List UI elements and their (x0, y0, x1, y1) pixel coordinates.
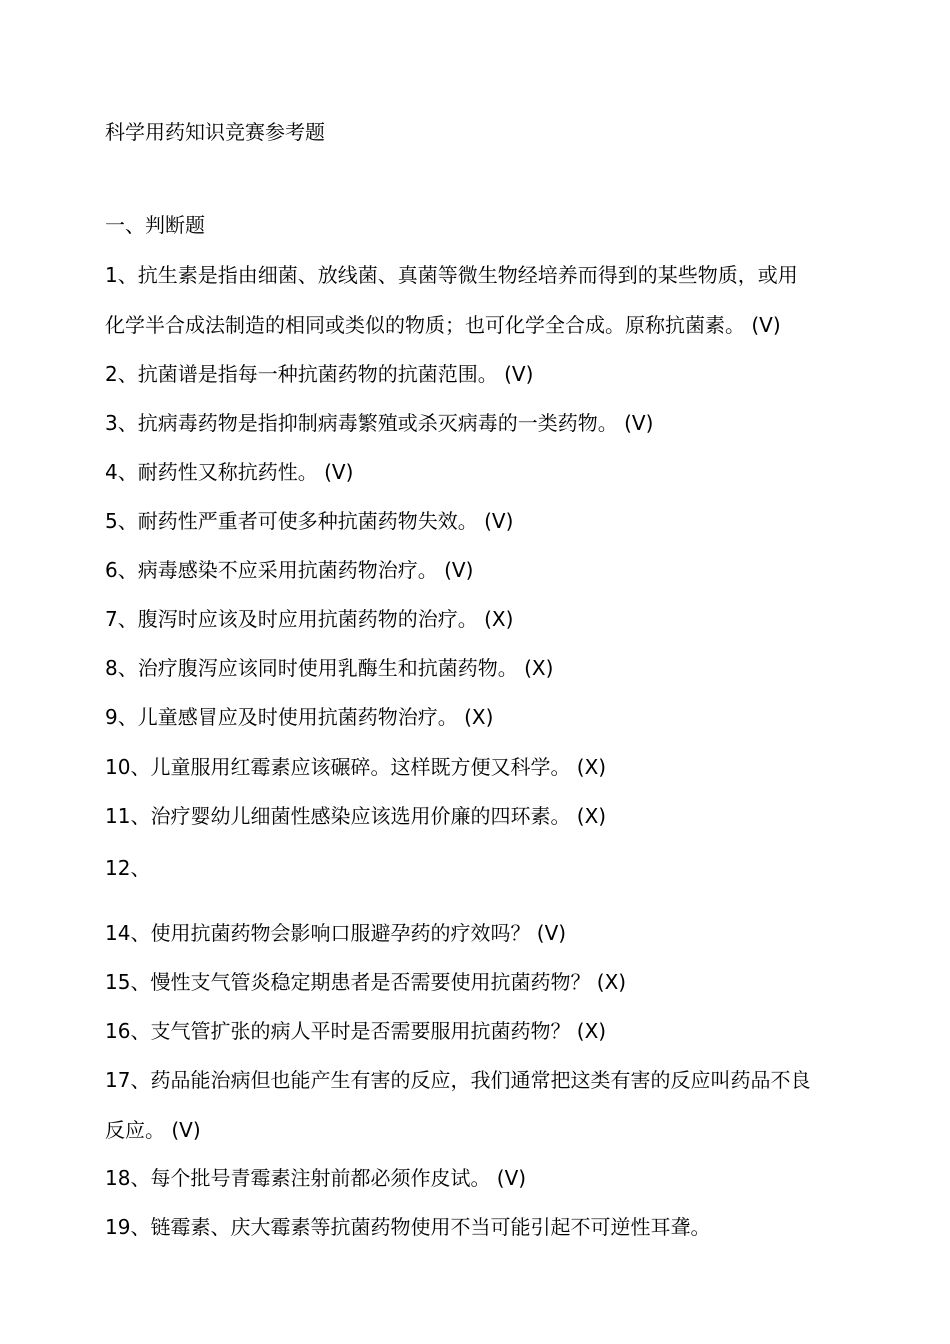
question-text: 9、儿童感冒应及时使用抗菌药物治疗。 (X) (105, 705, 494, 729)
question-17 (105, 1065, 895, 1145)
question-18 (105, 1163, 895, 1193)
question-1 (105, 260, 895, 340)
question-text: 16、支气管扩张的病人平时是否需要服用抗菌药物？ (X) (105, 1019, 607, 1043)
question-text: 8、治疗腹泻应该同时使用乳酶生和抗菌药物。 (X) (105, 656, 554, 680)
question-14 (105, 918, 895, 948)
question-11 (105, 801, 895, 831)
question-19 (105, 1212, 895, 1242)
question-text: 7、腹泻时应该及时应用抗菌药物的治疗。 (X) (105, 607, 514, 631)
question-text: 12、 (105, 856, 151, 880)
question-8 (105, 653, 895, 683)
question-text: 18、每个批号青霉素注射前都必须作皮试。 (V) (105, 1166, 527, 1190)
question-12 (105, 853, 895, 883)
question-text: 1、抗生素是指由细菌、放线菌、真菌等微生物经培养而得到的某些物质，或用 (105, 263, 798, 287)
question-text: 2、抗菌谱是指每一种抗菌药物的抗菌范围。 (V) (105, 362, 534, 386)
question-text: 4、耐药性又称抗药性。 (V) (105, 460, 354, 484)
question-15 (105, 967, 895, 997)
question-4 (105, 457, 895, 487)
document-title: 科学用药知识竞赛参考题 (105, 120, 325, 144)
question-6 (105, 555, 895, 585)
question-16 (105, 1016, 895, 1046)
section-heading: 一、判断题 (105, 213, 205, 237)
question-5 (105, 506, 895, 536)
question-text: 14、使用抗菌药物会影响口服避孕药的疗效吗？ (V) (105, 921, 567, 945)
question-text: 11、治疗婴幼儿细菌性感染应该选用价廉的四环素。 (X) (105, 804, 607, 828)
question-text-continued: 反应。 (V) (105, 1118, 201, 1142)
question-2 (105, 359, 895, 389)
question-7 (105, 604, 895, 634)
question-9 (105, 702, 895, 732)
question-text: 6、病毒感染不应采用抗菌药物治疗。 (V) (105, 558, 474, 582)
question-text: 19、链霉素、庆大霉素等抗菌药物使用不当可能引起不可逆性耳聋。 (105, 1215, 711, 1239)
question-text: 5、耐药性严重者可使多种抗菌药物失效。 (V) (105, 509, 514, 533)
question-10 (105, 752, 895, 782)
question-text: 3、抗病毒药物是指抑制病毒繁殖或杀灭病毒的一类药物。 (V) (105, 411, 654, 435)
question-text-continued: 化学半合成法制造的相同或类似的物质；也可化学全合成。原称抗菌素。 (V) (105, 313, 781, 337)
question-text: 15、慢性支气管炎稳定期患者是否需要使用抗菌药物？ (X) (105, 970, 627, 994)
question-text: 17、药品能治病但也能产生有害的反应，我们通常把这类有害的反应叫药品不良 (105, 1068, 811, 1092)
question-3 (105, 408, 895, 438)
question-text: 10、儿童服用红霉素应该碾碎。这样既方便又科学。 (X) (105, 755, 607, 779)
